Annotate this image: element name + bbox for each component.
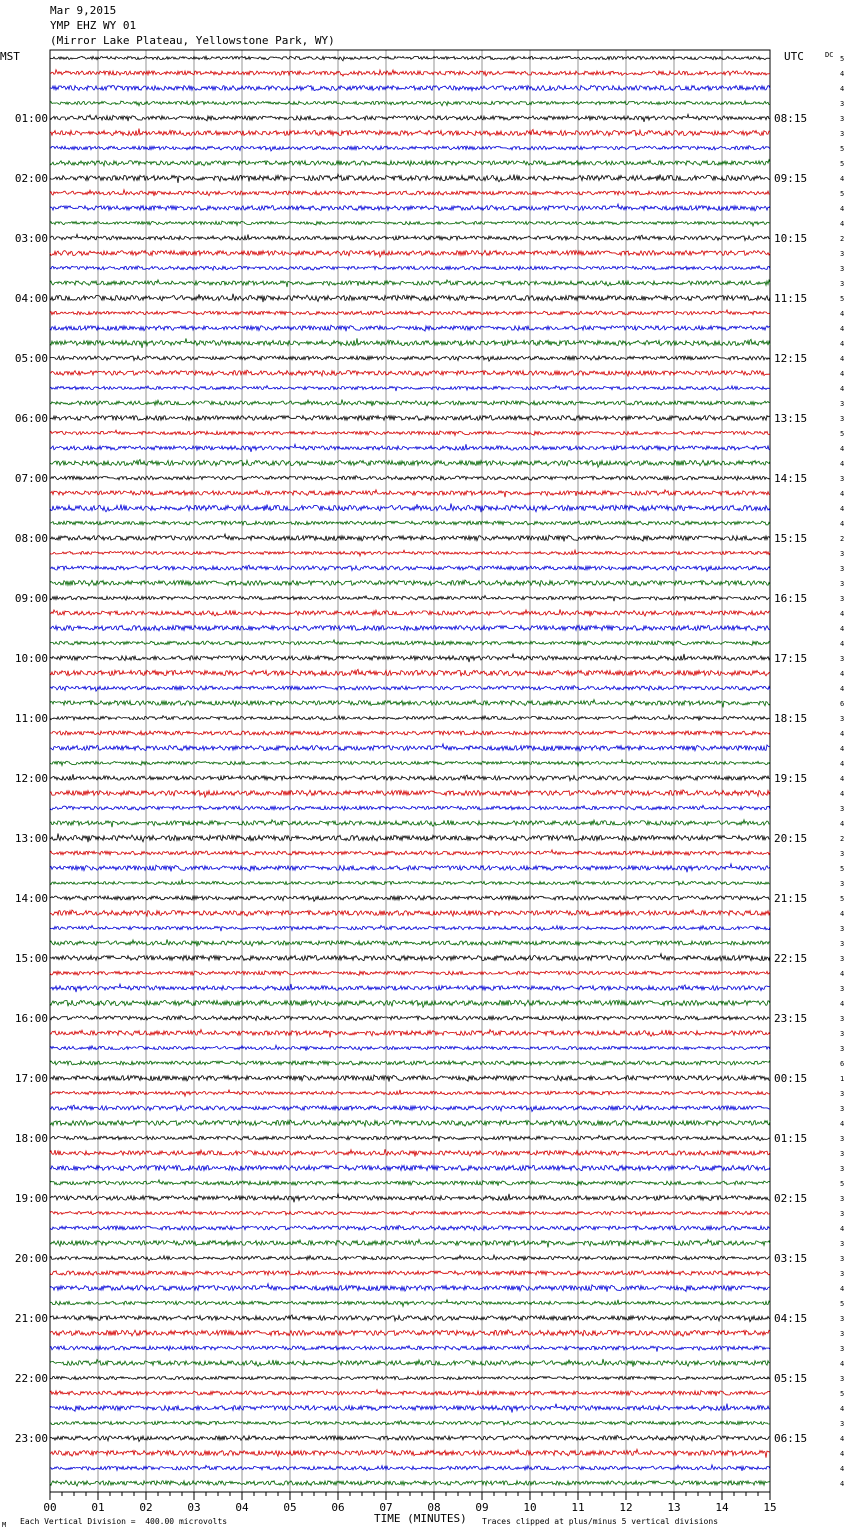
trace-63 [50, 984, 770, 992]
trace-23 [50, 386, 770, 391]
trace-17 [50, 294, 770, 302]
utc-hour-label: 12:15 [774, 352, 808, 365]
x-tick-label: 00 [43, 1501, 57, 1514]
trace-5 [50, 114, 770, 122]
trace-39 [50, 626, 770, 631]
trace-54 [50, 850, 770, 856]
dc-value: 3 [840, 100, 845, 108]
mst-hour-label: 14:00 [14, 892, 48, 905]
trace-69 [50, 1075, 770, 1082]
x-tick-label: 02 [139, 1501, 153, 1514]
trace-93 [50, 1435, 770, 1441]
dc-value: 3 [840, 1195, 845, 1203]
trace-22 [50, 370, 770, 376]
dc-value: 3 [840, 1210, 845, 1218]
trace-91 [50, 1404, 770, 1413]
trace-34 [50, 550, 770, 556]
trace-87 [50, 1345, 770, 1351]
trace-84 [50, 1300, 770, 1307]
dc-value: 4 [840, 910, 845, 918]
dc-value: 4 [840, 640, 845, 648]
dc-value: 4 [840, 1450, 845, 1458]
dc-value: 4 [840, 445, 845, 453]
dc-value: 4 [840, 85, 845, 93]
plot-frame [50, 50, 770, 1492]
dc-value: 4 [840, 310, 845, 318]
dc-value: 3 [840, 655, 845, 663]
dc-value: 3 [840, 265, 845, 273]
trace-48 [50, 760, 770, 766]
dc-value: 4 [840, 460, 845, 468]
trace-68 [50, 1060, 770, 1066]
utc-hour-label: 08:15 [774, 112, 808, 125]
mst-hour-label: 09:00 [14, 592, 48, 605]
mst-hour-label: 17:00 [14, 1072, 48, 1085]
x-tick-label: 01 [91, 1501, 105, 1514]
trace-30 [50, 490, 770, 497]
dc-value: 4 [840, 385, 845, 393]
dc-value: 2 [840, 535, 845, 543]
mst-hour-label: 04:00 [14, 292, 48, 305]
x-tick-label: 04 [235, 1501, 249, 1514]
trace-83 [50, 1284, 770, 1292]
trace-1 [50, 56, 770, 61]
dc-value: 3 [840, 880, 845, 888]
x-tick-label: 03 [187, 1501, 201, 1514]
dc-value: 4 [840, 625, 845, 633]
trace-62 [50, 971, 770, 976]
dc-value: 4 [840, 490, 845, 498]
dc-value: 4 [840, 730, 845, 738]
dc-value: 3 [840, 1255, 845, 1263]
dc-value: 4 [840, 1000, 845, 1008]
dc-value: 3 [840, 985, 845, 993]
trace-95 [50, 1465, 770, 1471]
vertical-division-note: Each Vertical Division = 400.00 microvolts [20, 1517, 228, 1526]
dc-value: 3 [840, 850, 845, 858]
trace-74 [50, 1149, 770, 1156]
x-tick-label: 13 [667, 1501, 681, 1514]
dc-value: 3 [840, 715, 845, 723]
trace-43 [50, 686, 770, 692]
dc-value: 3 [840, 1150, 845, 1158]
trace-16 [50, 280, 770, 287]
utc-hour-label: 04:15 [774, 1312, 808, 1325]
x-tick-label: 14 [715, 1501, 729, 1514]
trace-58 [50, 910, 770, 916]
dc-value: 4 [840, 1285, 845, 1293]
mst-hour-label: 02:00 [14, 172, 48, 185]
mst-hour-label: 03:00 [14, 232, 48, 245]
trace-6 [50, 129, 770, 137]
dc-value: 5 [840, 1300, 845, 1308]
trace-2 [50, 70, 770, 76]
dc-value: 3 [840, 1090, 845, 1098]
trace-24 [50, 400, 770, 407]
dc-value: 3 [840, 565, 845, 573]
mst-hour-label: 16:00 [14, 1012, 48, 1025]
trace-3 [50, 85, 770, 90]
utc-hour-label: 10:15 [774, 232, 808, 245]
trace-61 [50, 954, 770, 961]
trace-26 [50, 430, 770, 435]
dc-value: 3 [840, 1240, 845, 1248]
trace-85 [50, 1315, 770, 1322]
dc-value: 3 [840, 1135, 845, 1143]
utc-hour-label: 16:15 [774, 592, 808, 605]
trace-71 [50, 1105, 770, 1111]
dc-value: 4 [840, 325, 845, 333]
trace-50 [50, 790, 770, 797]
dc-value: 4 [840, 220, 845, 228]
mst-hour-label: 23:00 [14, 1432, 48, 1445]
trace-20 [50, 338, 770, 348]
trace-41 [50, 654, 770, 662]
utc-hour-label: 09:15 [774, 172, 808, 185]
dc-value: 4 [840, 1405, 845, 1413]
dc-value: 3 [840, 1015, 845, 1023]
dc-value: 3 [840, 1315, 845, 1323]
trace-67 [50, 1045, 770, 1050]
trace-56 [50, 880, 770, 885]
trace-72 [50, 1120, 770, 1126]
x-tick-label: 08 [427, 1501, 441, 1514]
trace-9 [50, 174, 770, 183]
dc-value: 5 [840, 145, 845, 153]
trace-49 [50, 774, 770, 780]
dc-value: 5 [840, 865, 845, 873]
trace-40 [50, 640, 770, 646]
x-tick-label: 11 [571, 1501, 585, 1514]
trace-46 [50, 731, 770, 735]
trace-35 [50, 565, 770, 571]
trace-44 [50, 700, 770, 708]
dc-value: 5 [840, 190, 845, 198]
dc-value: 4 [840, 745, 845, 753]
dc-value: 3 [840, 475, 845, 483]
dc-value: 3 [840, 1045, 845, 1053]
dc-value: 4 [840, 355, 845, 363]
x-tick-label: 05 [283, 1501, 297, 1514]
dc-value: 3 [840, 415, 845, 423]
dc-value: 4 [840, 340, 845, 348]
trace-73 [50, 1135, 770, 1141]
x-tick-label: 06 [331, 1501, 345, 1514]
dc-value: 3 [840, 115, 845, 123]
trace-8 [50, 160, 770, 166]
trace-80 [50, 1240, 770, 1248]
utc-hour-label: 01:15 [774, 1132, 808, 1145]
dc-value: 5 [840, 1390, 845, 1398]
trace-45 [50, 715, 770, 720]
utc-hour-label: 14:15 [774, 472, 808, 485]
dc-value: 4 [840, 760, 845, 768]
trace-38 [50, 609, 770, 616]
trace-12 [50, 221, 770, 226]
dc-value: 3 [840, 400, 845, 408]
dc-value: 2 [840, 835, 845, 843]
dc-value: 5 [840, 160, 845, 168]
dc-value: 5 [840, 295, 845, 303]
dc-value: 3 [840, 550, 845, 558]
trace-31 [50, 504, 770, 513]
utc-hour-label: 11:15 [774, 292, 808, 305]
utc-hour-label: 19:15 [774, 772, 808, 785]
mst-hour-label: 12:00 [14, 772, 48, 785]
dc-value: 3 [840, 1375, 845, 1383]
trace-78 [50, 1211, 770, 1216]
mst-hour-label: 10:00 [14, 652, 48, 665]
dc-value: 6 [840, 700, 845, 708]
trace-60 [50, 939, 770, 946]
location-label: (Mirror Lake Plateau, Yellowstone Park, WY) [50, 34, 335, 47]
dc-value: 3 [840, 130, 845, 138]
trace-77 [50, 1194, 770, 1203]
trace-75 [50, 1165, 770, 1171]
dc-value: 5 [840, 1180, 845, 1188]
trace-89 [50, 1376, 770, 1379]
mst-hour-label: 07:00 [14, 472, 48, 485]
trace-4 [50, 101, 770, 106]
trace-32 [50, 521, 770, 525]
dc-value: 3 [840, 580, 845, 588]
trace-70 [50, 1090, 770, 1096]
trace-27 [50, 444, 770, 452]
utc-hour-label: 17:15 [774, 652, 808, 665]
trace-28 [50, 460, 770, 468]
dc-value: 4 [840, 775, 845, 783]
mst-hour-label: 15:00 [14, 952, 48, 965]
trace-81 [50, 1255, 770, 1261]
dc-value: 4 [840, 970, 845, 978]
dc-value: 3 [840, 280, 845, 288]
trace-79 [50, 1226, 770, 1231]
dc-value: 3 [840, 1345, 845, 1353]
dc-value: 4 [840, 685, 845, 693]
trace-7 [50, 146, 770, 151]
utc-hour-label: 00:15 [774, 1072, 808, 1085]
dc-value: 5 [840, 895, 845, 903]
dc-value: 4 [840, 175, 845, 183]
x-axis-title: TIME (MINUTES) [374, 1512, 467, 1525]
trace-94 [50, 1449, 770, 1457]
trace-42 [50, 669, 770, 676]
trace-36 [50, 580, 770, 586]
dc-value: 3 [840, 1330, 845, 1338]
utc-hour-label: 21:15 [774, 892, 808, 905]
trace-19 [50, 325, 770, 331]
mst-hour-label: 21:00 [14, 1312, 48, 1325]
trace-18 [50, 310, 770, 315]
mst-hour-label: 08:00 [14, 532, 48, 545]
utc-hour-label: 15:15 [774, 532, 808, 545]
trace-55 [50, 864, 770, 872]
trace-13 [50, 234, 770, 240]
trace-92 [50, 1421, 770, 1426]
trace-52 [50, 820, 770, 827]
trace-53 [50, 834, 770, 843]
trace-66 [50, 1030, 770, 1038]
dc-value: 4 [840, 1360, 845, 1368]
x-tick-label: 10 [523, 1501, 537, 1514]
trace-21 [50, 356, 770, 361]
trace-96 [50, 1481, 770, 1487]
dc-value: 4 [840, 1435, 845, 1443]
mst-hour-label: 13:00 [14, 832, 48, 845]
dc-value: 4 [840, 520, 845, 528]
corner-mark: M [2, 1521, 7, 1529]
trace-57 [50, 896, 770, 901]
dc-value: 4 [840, 1465, 845, 1473]
dc-value: 4 [840, 790, 845, 798]
dc-value: 5 [840, 430, 845, 438]
dc-value: 2 [840, 235, 845, 243]
trace-82 [50, 1271, 770, 1276]
trace-76 [50, 1180, 770, 1186]
utc-hour-label: 06:15 [774, 1432, 808, 1445]
dc-value: 4 [840, 1225, 845, 1233]
dc-value: 4 [840, 70, 845, 78]
mst-hour-label: 11:00 [14, 712, 48, 725]
trace-10 [50, 190, 770, 196]
utc-hour-label: 23:15 [774, 1012, 808, 1025]
dc-value: 4 [840, 370, 845, 378]
dc-value: 5 [840, 55, 845, 63]
dc-value: 3 [840, 1030, 845, 1038]
trace-11 [50, 204, 770, 211]
mst-hour-label: 22:00 [14, 1372, 48, 1385]
dc-value: 4 [840, 610, 845, 618]
date-label: Mar 9,2015 [50, 4, 117, 17]
x-tick-label: 15 [763, 1501, 777, 1514]
utc-hour-label: 03:15 [774, 1252, 808, 1265]
utc-hour-label: 02:15 [774, 1192, 808, 1205]
x-tick-label: 09 [475, 1501, 489, 1514]
mst-hour-label: 19:00 [14, 1192, 48, 1205]
mst-hour-label: 06:00 [14, 412, 48, 425]
x-tick-label: 07 [379, 1501, 393, 1514]
dc-value: 4 [840, 1120, 845, 1128]
mst-hour-label: 20:00 [14, 1252, 48, 1265]
station-label: YMP EHZ WY 01 [50, 19, 137, 32]
dc-value: 1 [840, 1075, 845, 1083]
dc-value: 4 [840, 670, 845, 678]
trace-59 [50, 926, 770, 932]
dc-value: 3 [840, 595, 845, 603]
trace-86 [50, 1330, 770, 1337]
trace-47 [50, 744, 770, 751]
trace-15 [50, 266, 770, 270]
dc-value: 3 [840, 1105, 845, 1113]
clipping-note: Traces clipped at plus/minus 5 vertical divisions [482, 1517, 719, 1526]
trace-14 [50, 250, 770, 257]
dc-label: DC [825, 51, 834, 59]
utc-hour-label: 22:15 [774, 952, 808, 965]
mst-hour-label: 18:00 [14, 1132, 48, 1145]
left-timezone-label: MST [0, 50, 20, 63]
trace-29 [50, 476, 770, 481]
trace-37 [50, 596, 770, 602]
trace-90 [50, 1390, 770, 1396]
dc-value: 4 [840, 505, 845, 513]
dc-value: 3 [840, 1270, 845, 1278]
trace-25 [50, 416, 770, 421]
dc-value: 4 [840, 1480, 845, 1488]
trace-33 [50, 534, 770, 541]
utc-hour-label: 05:15 [774, 1372, 808, 1385]
trace-65 [50, 1016, 770, 1021]
right-timezone-label: UTC [784, 50, 804, 63]
dc-value: 3 [840, 1165, 845, 1173]
utc-hour-label: 18:15 [774, 712, 808, 725]
dc-value: 6 [840, 1060, 845, 1068]
dc-value: 3 [840, 940, 845, 948]
utc-hour-label: 20:15 [774, 832, 808, 845]
dc-value: 3 [840, 250, 845, 258]
trace-51 [50, 805, 770, 810]
mst-hour-label: 01:00 [14, 112, 48, 125]
dc-value: 3 [840, 805, 845, 813]
dc-value: 3 [840, 1420, 845, 1428]
dc-value: 4 [840, 205, 845, 213]
utc-hour-label: 13:15 [774, 412, 808, 425]
trace-64 [50, 1000, 770, 1007]
dc-value: 3 [840, 955, 845, 963]
mst-hour-label: 05:00 [14, 352, 48, 365]
trace-88 [50, 1359, 770, 1367]
dc-value: 4 [840, 820, 845, 828]
x-tick-label: 12 [619, 1501, 633, 1514]
dc-value: 3 [840, 925, 845, 933]
